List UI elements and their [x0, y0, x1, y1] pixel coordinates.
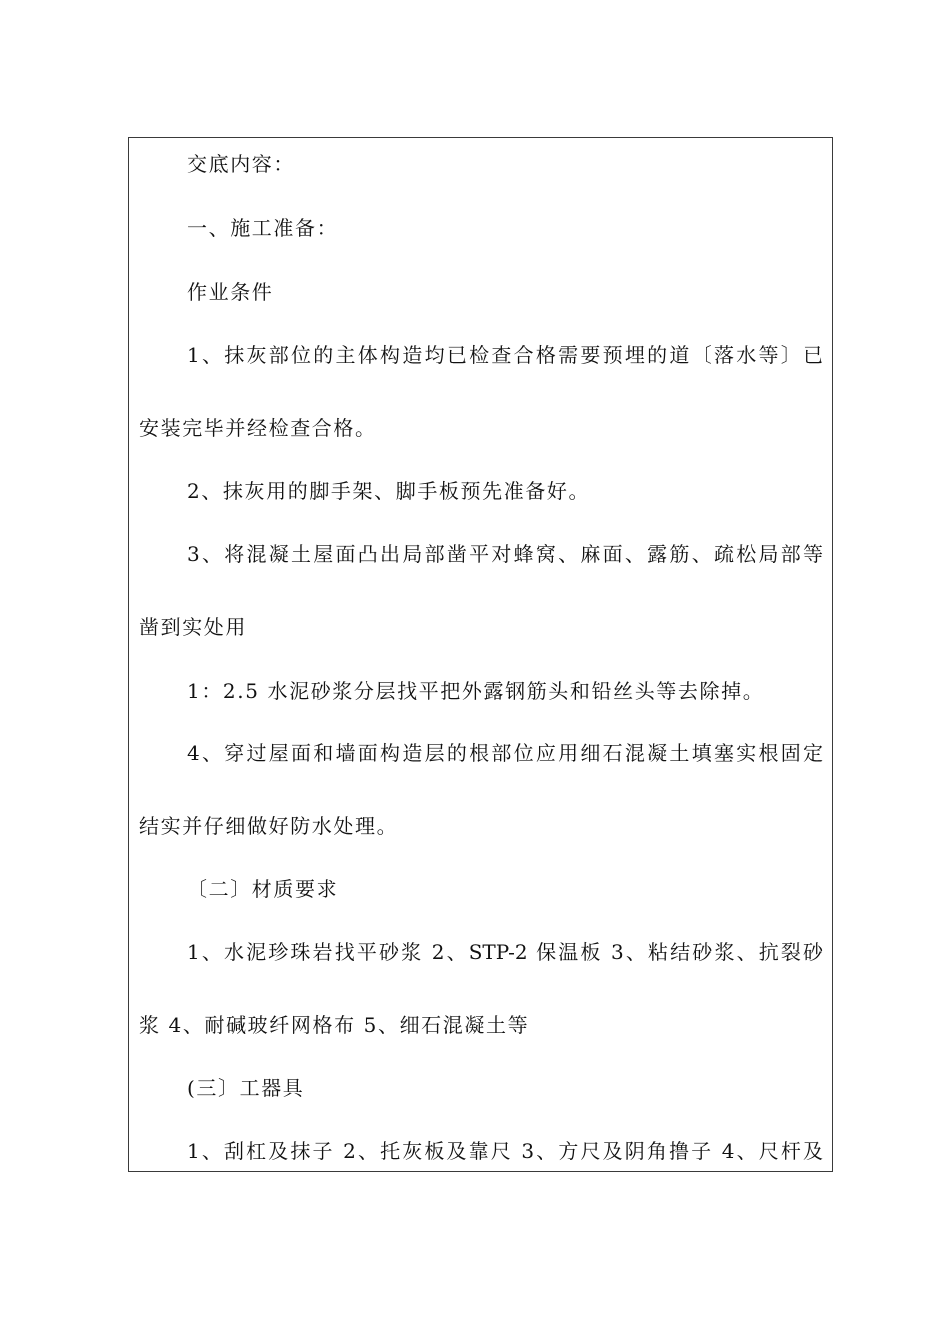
item-2: 2、抹灰用的脚手架、脚手板预先准备好。	[187, 479, 591, 503]
item-4-line-2: 结实并仔细做好防水处理。	[139, 814, 399, 838]
materials-title: 〔二〕材质要求	[187, 877, 339, 901]
work-conditions-title: 作业条件	[187, 280, 274, 304]
materials-line-1: 1、水泥珍珠岩找平砂浆 2、STP-2 保温板 3、粘结砂浆、抗裂砂	[187, 940, 823, 964]
item-3-line-3: 1：2.5 水泥砂浆分层找平把外露钢筋头和铅丝头等去除掉。	[187, 679, 765, 703]
tools-title: (三〕工器具	[187, 1076, 305, 1100]
materials-line-2: 浆 4、耐碱玻纤网格布 5、细石混凝土等	[139, 1013, 530, 1037]
item-3-line-1: 3、将混凝土屋面凸出局部凿平对蜂窝、麻面、露筋、疏松局部等	[187, 542, 823, 566]
item-1-line-2: 安装完毕并经检查合格。	[139, 416, 377, 440]
heading: 交底内容：	[187, 152, 295, 176]
item-4-line-1: 4、穿过屋面和墙面构造层的根部位应用细石混凝土填塞实根固定	[187, 741, 823, 765]
tools-line-1: 1、刮杠及抹子 2、托灰板及靠尺 3、方尺及阴角撸子 4、尺杆及	[187, 1139, 823, 1163]
item-3-line-2: 凿到实处用	[139, 615, 247, 639]
section-1-title: 一、施工准备：	[187, 216, 339, 240]
item-1-line-1: 1、抹灰部位的主体构造均已检查合格需要预埋的道〔落水等〕已	[187, 343, 823, 367]
